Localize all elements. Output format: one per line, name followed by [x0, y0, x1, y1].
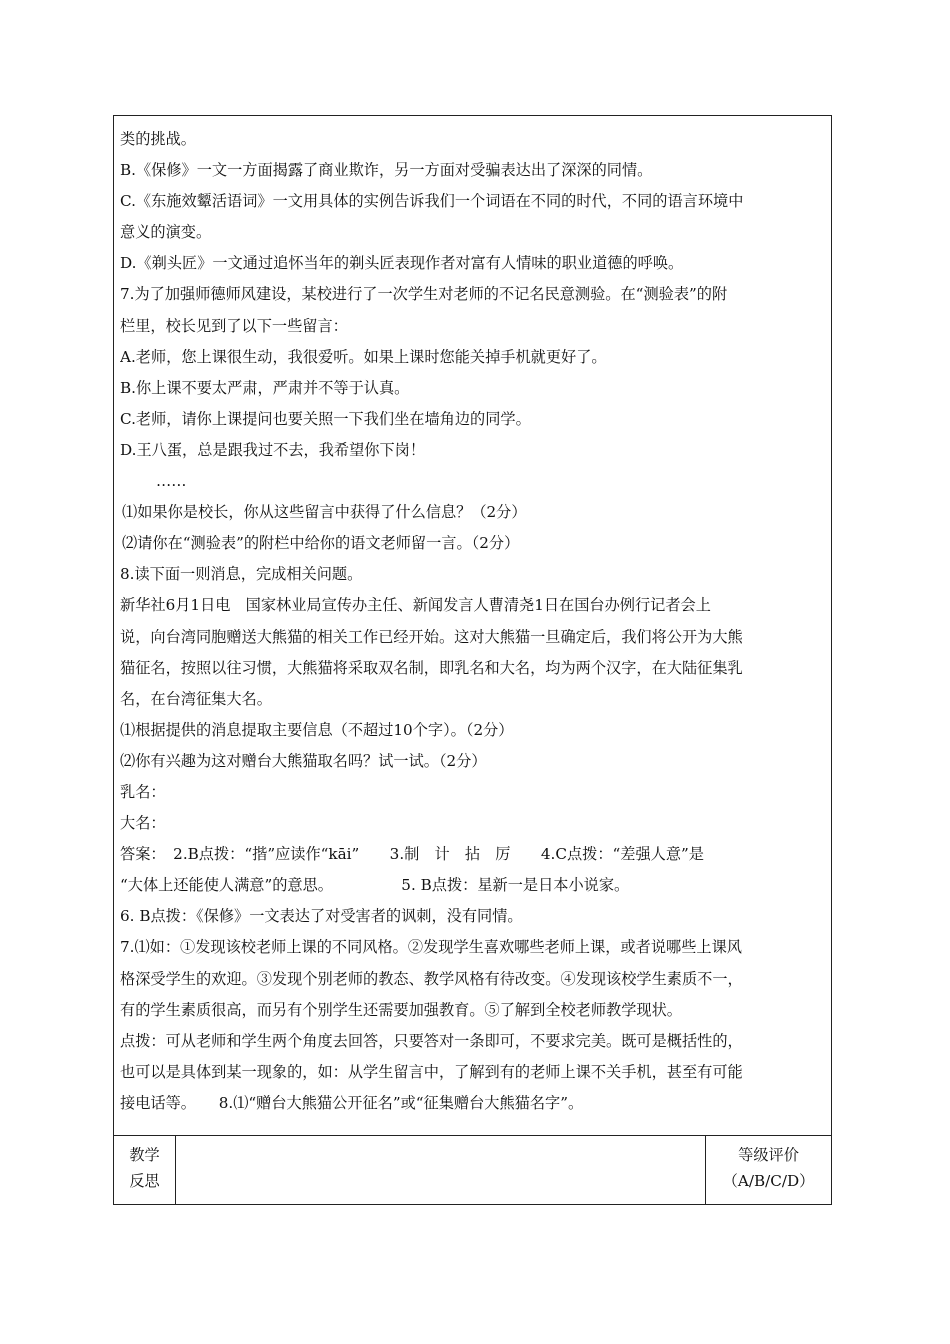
- reflection-input-area[interactable]: [176, 1136, 706, 1204]
- answer-line: 答案： 2.B点拨：“揩”应读作“kāi” 3.制 计 拈 厉 4.C点拨：“差强人意”是: [120, 845, 704, 864]
- text-line: B.《保修》一文一方面揭露了商业欺诈，另一方面对受骗表达出了深深的同情。: [120, 161, 653, 180]
- grade-evaluation-cell: [706, 1136, 831, 1210]
- text-line: 说，向台湾同胞赠送大熊猫的相关工作已经开始。这对大熊猫一旦确定后，我们将公开为大熊: [120, 627, 743, 646]
- text-line: ⑵请你在“测验表”的附栏中给你的语文老师留一言。（2分）: [122, 534, 520, 553]
- text-line: “大体上还能使人满意”的意思。 5. B点拨：星新一是日本小说家。: [120, 876, 630, 895]
- text-line: 格深受学生的欢迎。③发现个别老师的教态、教学风格有待改变。④发现该校学生素质不一，: [120, 969, 743, 988]
- document-table: [113, 115, 832, 1205]
- ellipsis-line: ……: [156, 472, 187, 491]
- text-line: 大名：: [120, 814, 166, 833]
- grade-options: （A/B/C/D）: [722, 1172, 815, 1190]
- text-line: 新华社6月1日电 国家林业局宣传办主任、新闻发言人曹清尧1日在国台办例行记者会上: [120, 596, 711, 615]
- text-line: 有的学生素质很高，而另有个别学生还需要加强教育。⑤了解到全校老师教学现状。: [120, 1000, 682, 1019]
- text-line: 猫征名，按照以往习惯，大熊猫将采取双名制，即乳名和大名，均为两个汉字，在大陆征集乳: [120, 658, 743, 677]
- text-line: A.老师，您上课很生动，我很爱听。如果上课时您能关掉手机就更好了。: [120, 347, 607, 366]
- text-line: D.《剃头匠》一文通过追怀当年的剃头匠表现作者对富有人情味的职业道德的呼唤。: [120, 254, 684, 273]
- reflection-row: [114, 1136, 831, 1204]
- question-7-line: 7.为了加强师德师风建设，某校进行了一次学生对老师的不记名民意测验。在“测验表”的附: [120, 285, 728, 304]
- content-cell: [114, 116, 831, 1136]
- text-line: 名，在台湾征集大名。: [120, 689, 272, 708]
- text-line: C.《东施效颦活语词》一文用具体的实例告诉我们一个词语在不同的时代，不同的语言环境中: [120, 192, 744, 211]
- text-line: B.你上课不要太严肃，严肃并不等于认真。: [120, 378, 410, 397]
- text-line: ⑵你有兴趣为这对赠台大熊猫取名吗？试一试。（2分）: [120, 751, 487, 770]
- text-line: 接电话等。 8.⑴“赠台大熊猫公开征名”或“征集赠台大熊猫名字”。: [120, 1093, 584, 1112]
- question-8-line: 8.读下面一则消息，完成相关问题。: [120, 565, 363, 584]
- text-line: C.老师，请你上课提问也要关照一下我们坐在墙角边的同学。: [120, 409, 531, 428]
- reflection-label-line: 教学: [129, 1146, 160, 1164]
- text-line: 类的挑战。: [120, 130, 196, 148]
- text-line: 也可以是具体到某一现象的，如：从学生留言中，了解到有的老师上课不关手机，甚至有可能: [120, 1062, 743, 1081]
- text-line: 点拨：可从老师和学生两个角度去回答，只要答对一条即可，不要求完美。既可是概括性的，: [120, 1031, 743, 1050]
- text-line: 7.⑴如：①发现该校老师上课的不同风格。②发现学生喜欢哪些老师上课，或者说哪些上课风: [120, 938, 742, 957]
- text-line: 栏里，校长见到了以下一些留言：: [120, 316, 348, 335]
- reflection-label-line: 反思: [129, 1172, 160, 1190]
- text-line: 6. B点拨：《保修》一文表达了对受害者的讽刺，没有同情。: [120, 907, 523, 926]
- text-line: ⑴如果你是校长，你从这些留言中获得了什么信息？（2分）: [122, 503, 527, 522]
- text-line: 意义的演变。: [120, 223, 212, 242]
- grade-title: 等级评价: [738, 1146, 799, 1164]
- text-line: 乳名：: [120, 782, 166, 801]
- text-line: D.王八蛋，总是跟我过不去，我希望你下岗！: [120, 440, 426, 459]
- text-line: ⑴根据提供的消息提取主要信息（不超过10个字）。（2分）: [120, 720, 514, 739]
- reflection-label: [114, 1136, 176, 1204]
